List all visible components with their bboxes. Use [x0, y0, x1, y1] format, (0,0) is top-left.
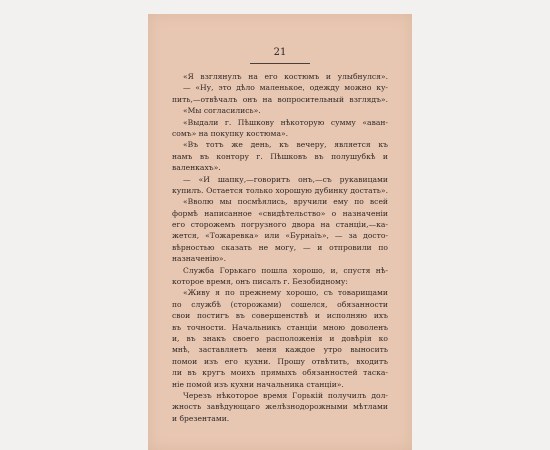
text-line: его сторожемъ погрузного двора на станціи,—ка-: [172, 220, 388, 230]
text-line: и, въ знакъ своего расположенія и довѣрія ко: [172, 333, 388, 343]
text-line: ніе помой изъ кухни начальника станціи».: [172, 379, 344, 389]
text-line: «Въ тотъ же день, къ вечеру, является къ: [183, 140, 388, 150]
text-line: вѣрностью сказать не могу, — и отпровили по: [172, 242, 388, 252]
text-line: ли въ кругъ моихъ прямыхъ обязанностей таска-: [172, 368, 388, 378]
text-line: жется, «Тожаревка» или «Бурнаіъ», — за досто-: [172, 231, 388, 241]
text-line: которое время, онъ писалъ г. Безобидному:: [172, 277, 348, 287]
text-line: и брезентами.: [172, 413, 230, 423]
text-line: валенкахъ».: [172, 163, 221, 173]
text-line: «Я взглянулъ на его костюмъ и улыбнулся».: [183, 72, 388, 81]
text-line: пить,—отвѣчалъ онъ на вопросительный взглядъ».: [172, 94, 388, 104]
text-line: сомъ» на покупку костюма».: [172, 128, 289, 138]
text-line: Черезъ нѣкоторое время Горькій получилъ дол-: [183, 390, 388, 400]
text-line: мнѣ, заставляетъ меня каждое утро выносить: [172, 345, 388, 355]
text-line: въ точности. Начальникъ станціи мною доволенъ: [172, 322, 388, 332]
text-line: Служба Горькаго пошла хорошо, и, спустя нѣ-: [183, 265, 388, 275]
page-number: 21: [273, 47, 287, 58]
text-line: свои постигъ въ совершенствѣ и исполняю ихъ: [172, 311, 388, 321]
text-line: помои изъ его кухни. Прошу отвѣтить, входитъ: [172, 356, 388, 366]
text-line: «Выдали г. Пѣшкову нѣкоторую сумму «аван-: [183, 117, 388, 127]
text-line: намъ въ контору г. Пѣшковъ въ полушубкѣ и: [172, 151, 388, 161]
text-line: купилъ. Остается только хорошую дубинку достать».: [172, 185, 388, 195]
text-line: назначенію».: [172, 254, 226, 264]
text-line: «Мы согласились».: [183, 106, 261, 116]
text-line: — «И шапку,—говоритъ онъ,—съ рукавицами: [183, 174, 388, 184]
text-line: формѣ написанное «свидѣтельство» о назначеніи: [172, 208, 388, 218]
text-line: «Вволю мы посмѣялись, вручили ему по всей: [183, 197, 388, 207]
text-line: по службѣ (сторожами) сошелся, обязанности: [172, 299, 388, 309]
book-page: [148, 14, 412, 450]
text-line: — «Ну, это дѣло маленькое, одежду можно ку-: [183, 83, 388, 93]
text-line: «Живу я по прежнему хорошо, съ товарищами: [183, 288, 388, 298]
text-line: жность завѣдующаго желѣзнодорожными мѣтлами: [172, 402, 388, 412]
page-text: [172, 71, 388, 424]
page-number-rule: [250, 63, 310, 64]
